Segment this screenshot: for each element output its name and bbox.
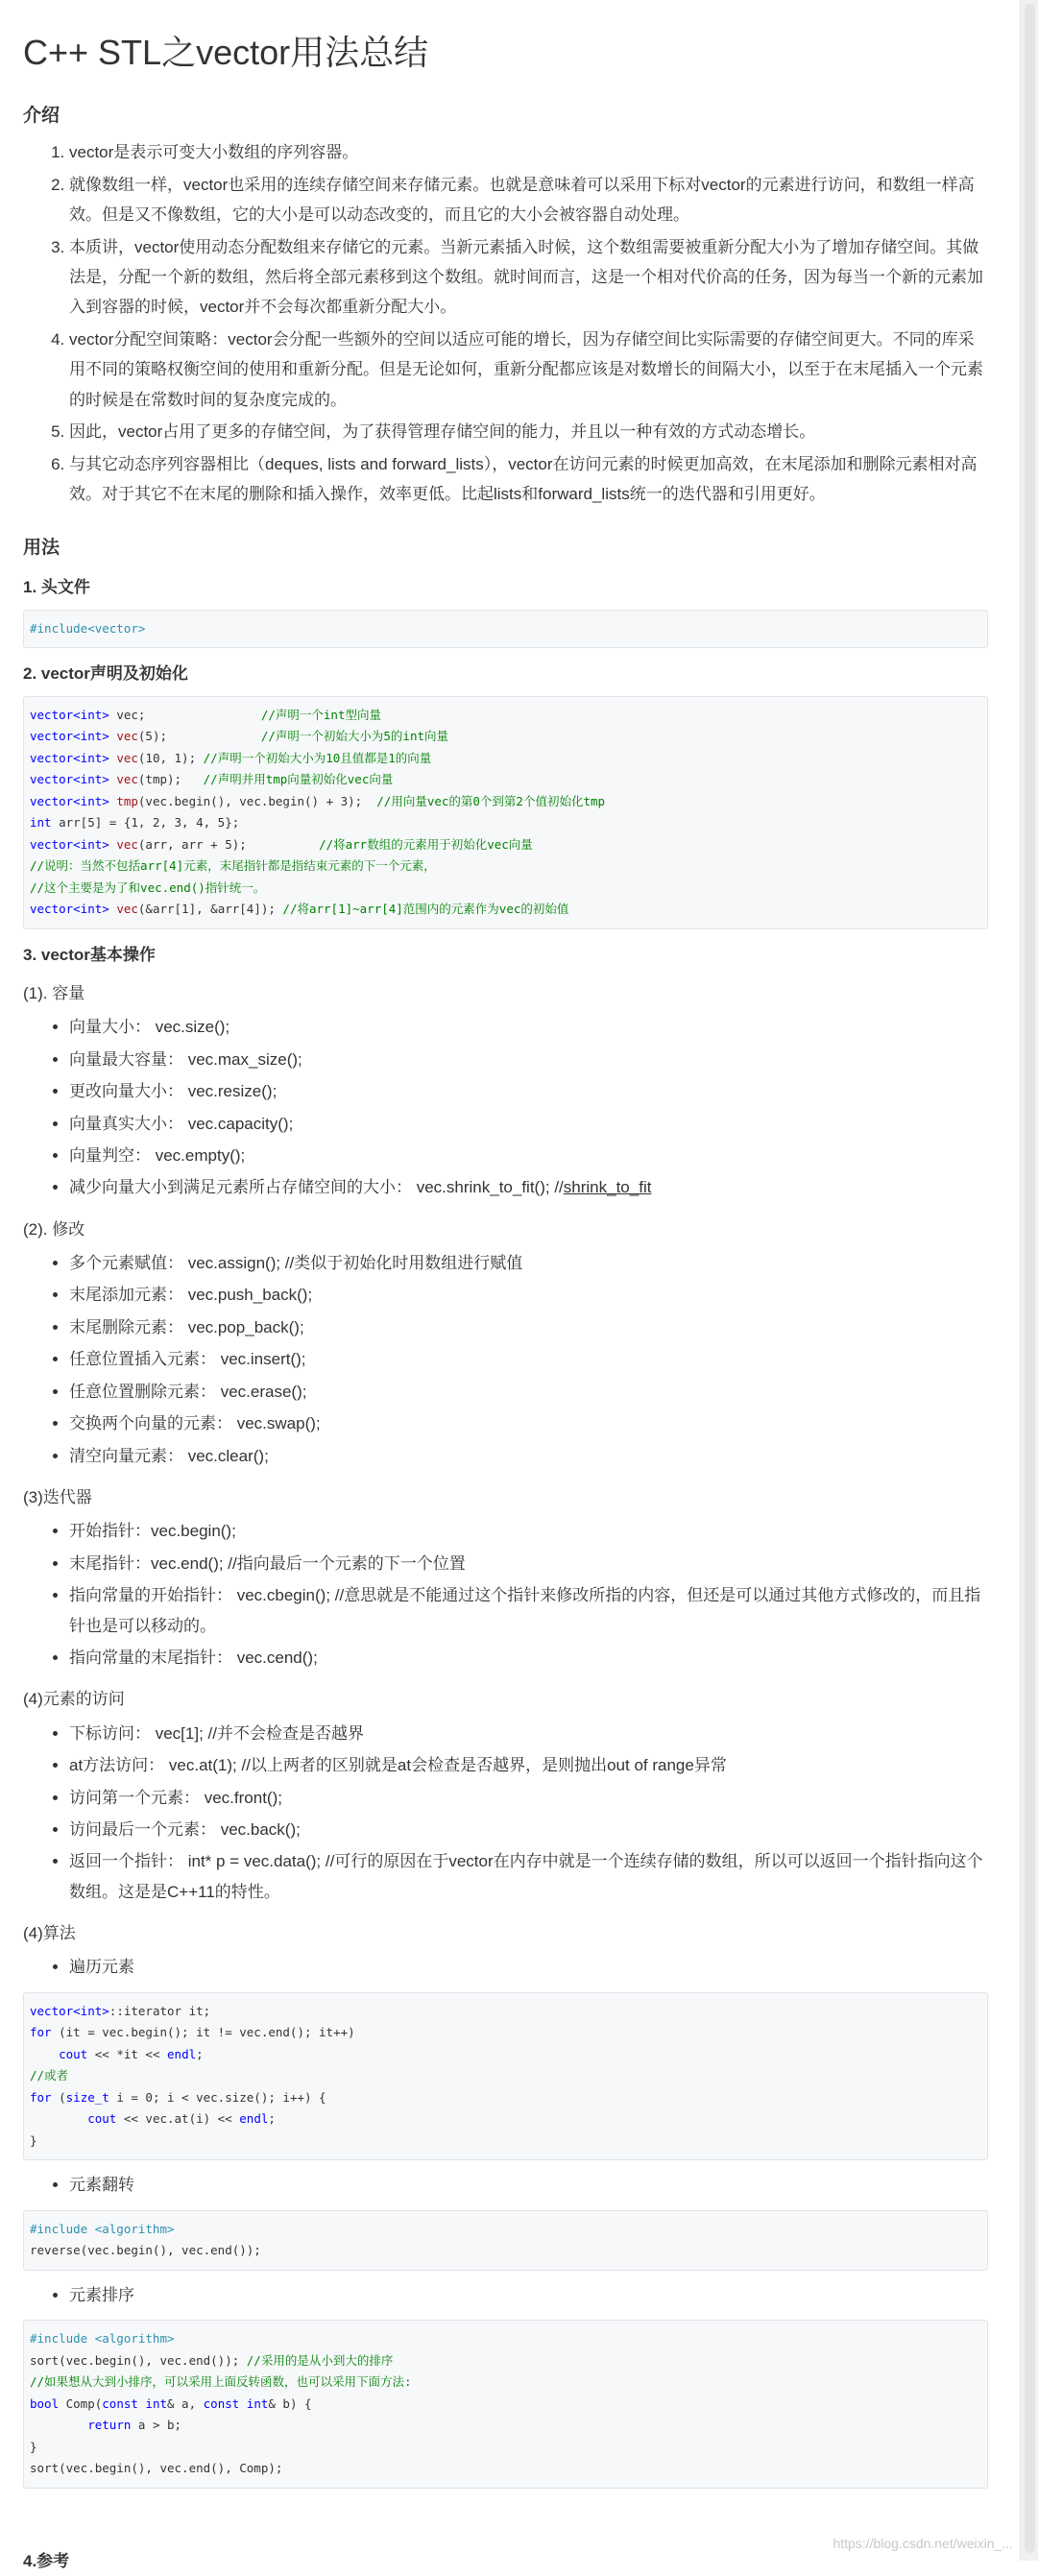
watermark: https://blog.csdn.net/weixin_... (833, 2536, 1013, 2552)
code-block-reverse (23, 2210, 988, 2271)
list-item: • 向量真实大小： vec.capacity(); (69, 1109, 988, 1139)
code-comment: //如果想从大到小排序，可以采用上面反转函数，也可以采用下面方法: (30, 2374, 412, 2390)
code-comment: //用向量vec的第0个到第2个值初始化tmp (376, 793, 606, 808)
code-segment: vector<int> (30, 729, 109, 744)
code-segment: tmp (116, 793, 138, 808)
capacity-list (23, 1012, 988, 1203)
code-line: vector<int> vec(5); (30, 729, 261, 744)
list-item: • 指向常量的末尾指针： vec.cend(); (69, 1643, 988, 1673)
code-segment: const int (203, 2395, 269, 2411)
list-item: • 访问最后一个元素： vec.back(); (69, 1815, 988, 1844)
code-line: sort(vec.begin(), vec.end()); //采用的是从小到大的排序 (30, 2352, 394, 2368)
intro-list (23, 137, 988, 509)
list-item: • 遍历元素 (69, 1952, 988, 1982)
list-item: • 开始指针：vec.begin(); (69, 1516, 988, 1546)
code-line: } (30, 2439, 37, 2454)
intro-heading: 介绍 (23, 105, 60, 126)
code-segment: for (30, 2025, 52, 2040)
code-line: } (30, 2132, 37, 2148)
code-comment: //将arr数组的元素用于初始化vec向量 (319, 836, 533, 852)
code-line: cout << vec.at(i) << endl; (87, 2111, 276, 2127)
code-line: vector<int> vec(10, 1); (30, 750, 204, 765)
code-segment: vec (116, 750, 138, 765)
code-segment: endl (167, 2046, 197, 2061)
code-comment: //将arr[1]~arr[4]范围内的元素作为vec的初始值 (282, 902, 569, 917)
code-segment: vec (116, 772, 138, 787)
list-item: 4. vector分配空间策略：vector会分配一些额外的空间以适应可能的增长，因为存储空间比实际需要的存储空间更大。不同的库采用不同的策略权衡空间的使用和重新分配。但是无论如何，重新分配都应该是对数增长的间隔大小，以至于在末尾插入一个元素的时候是在常数时间的复杂度完成的。 (69, 325, 988, 415)
list-item: • 元素翻转 (69, 2170, 988, 2200)
list-item: • 清空向量元素： vec.clear(); (69, 1441, 988, 1471)
code-segment: vector<int> (30, 750, 109, 765)
list-item: • 指向常量的开始指针： vec.cbegin(); //意思就是不能通过这个指针来修改所指的内容，但还是可以通过其他方式修改的，而且指针也是可以移动的。 (69, 1580, 988, 1641)
list-item: 3. 本质讲，vector使用动态分配数组来存储它的元素。当新元素插入时候，这个数组需要被重新分配大小为了增加存储空间。其做法是，分配一个新的数组，然后将全部元素移到这个数组。就时间而言，这是一个相对代价高的任务，因为每当一个新的元素加入到容器的时候，vector并不会每次都重新分配大小。 (69, 232, 988, 323)
code-segment: vector<int> (30, 836, 109, 852)
code-comment: //说明：当然不包括arr[4]元素，末尾指针都是指结束元素的下一个元素， (30, 858, 436, 874)
list-item: • 向量大小： vec.size(); (69, 1012, 988, 1042)
list-item: • 向量判空： vec.empty(); (69, 1141, 988, 1170)
code-segment: cout (87, 2111, 117, 2127)
scrollbar[interactable] (1020, 0, 1038, 2561)
code-comment: //声明一个int型向量 (260, 707, 381, 722)
code-line: sort(vec.begin(), vec.end(), Comp); (30, 2461, 283, 2476)
code-line: vector<int> vec(arr, arr + 5); (30, 836, 320, 852)
code-line: return a > b; (87, 2418, 182, 2433)
list-item: • 末尾指针：vec.end(); //指向最后一个元素的下一个位置 (69, 1549, 988, 1578)
page-title: C++ STL之vector用法总结 (23, 33, 429, 72)
code-segment: vec (116, 836, 138, 852)
subsection-algorithm: (4)算法 (23, 1924, 76, 1943)
code-segment: vector<int> (30, 902, 109, 917)
code-segment: vector<int> (30, 2003, 109, 2018)
algo-sort-list (23, 2280, 988, 2310)
code-line: vector<int> vec(tmp); (30, 772, 204, 787)
code-comment: //声明一个初始大小为10且值都是1的向量 (203, 750, 432, 765)
code-segment: vec (116, 902, 138, 917)
access-list (23, 1719, 988, 1908)
code-line: bool Comp(const int& a, const int& b) { (30, 2395, 312, 2411)
list-item: • 元素排序 (69, 2280, 988, 2310)
code-segment: vec (116, 729, 138, 744)
scrollbar-thumb[interactable] (1025, 4, 1035, 2553)
list-item: • 末尾添加元素： vec.push_back(); (69, 1280, 988, 1310)
subsection-access: (4)元素的访问 (23, 1690, 125, 1709)
code-line: int arr[5] = {1, 2, 3, 4, 5}; (30, 815, 240, 831)
list-item: • 任意位置删除元素： vec.erase(); (69, 1377, 988, 1407)
list-item (69, 1172, 988, 1202)
code-line: vector<int> tmp(vec.begin(), vec.begin() + 3); (30, 793, 377, 808)
code-comment: //采用的是从小到大的排序 (246, 2352, 394, 2368)
code-line: #include <algorithm> (30, 2221, 175, 2236)
list-item: • 返回一个指针： int* p = vec.data(); //可行的原因在于vector在内存中就是一个连续存储的数组，所以可以返回一个指针指向这个数组。这是是C++11的特性。 (69, 1846, 988, 1907)
code-comment: //这个主要是为了和vec.end()指针统一。 (30, 879, 266, 895)
code-segment: vector<int> (30, 707, 109, 722)
list-item: 6. 与其它动态序列容器相比（deques, lists and forward_lists），vector在访问元素的时候更加高效，在末尾添加和删除元素相对高效。对于其它不在末尾的删除和插入操作，效率更低。比起lists和forward_lists统一的迭代器和引用更好。 (69, 449, 988, 510)
code-line: #include <algorithm> (30, 2331, 175, 2347)
code-line: #include<vector> (30, 620, 146, 636)
modify-list (23, 1248, 988, 1471)
code-block-traverse (23, 1992, 988, 2161)
code-segment: endl (239, 2111, 269, 2127)
list-item: 5. 因此，vector占用了更多的存储空间，为了获得管理存储空间的能力，并且以一种有效的方式动态增长。 (69, 417, 988, 446)
code-block-include (23, 610, 988, 649)
code-segment: vector<int> (30, 772, 109, 787)
code-segment: cout (59, 2046, 88, 2061)
subsection-modify: (2). 修改 (23, 1219, 85, 1239)
code-line: vector<int> vec(&arr[1], &arr[4]); (30, 902, 283, 917)
code-segment: int (30, 815, 52, 831)
code-line: cout << *it << endl; (59, 2046, 204, 2061)
list-item: • 多个元素赋值： vec.assign(); //类似于初始化时用数组进行赋值 (69, 1248, 988, 1278)
section-basic-ops: 3. vector基本操作 (23, 945, 156, 964)
list-item: 2. 就像数组一样，vector也采用的连续存储空间来存储元素。也就是意味着可以采用下标对vector的元素进行访问，和数组一样高效。但是又不像数组，它的大小是可以动态改变的，而且它的大小会被容器自动处理。 (69, 170, 988, 230)
list-item: • 交换两个向量的元素： vec.swap(); (69, 1408, 988, 1438)
code-segment: bool (30, 2395, 60, 2411)
list-item: • 更改向量大小： vec.resize(); (69, 1076, 988, 1106)
subsection-capacity: (1). 容量 (23, 984, 85, 1003)
algo-reverse-list (23, 2170, 988, 2200)
code-segment: const int (102, 2395, 167, 2411)
reference-heading-partial: 4.参考 (23, 2552, 70, 2570)
code-line: vector<int> vec; (30, 707, 261, 722)
section-declaration: 2. vector声明及初始化 (23, 664, 188, 684)
list-item: • 访问第一个元素： vec.front(); (69, 1783, 988, 1813)
algo-traverse-list (23, 1952, 988, 1982)
section-header-file: 1. 头文件 (23, 578, 90, 597)
shrink-to-fit-link[interactable]: shrink_to_fit (563, 1178, 652, 1197)
list-item: • 下标访问： vec[1]; //并不会检查是否越界 (69, 1719, 988, 1748)
code-line: reverse(vec.begin(), vec.end()); (30, 2243, 261, 2258)
subsection-iterator: (3)迭代器 (23, 1488, 92, 1507)
usage-heading: 用法 (23, 537, 60, 558)
code-segment: return (87, 2418, 132, 2433)
list-item: 1. vector是表示可变大小数组的序列容器。 (69, 137, 988, 167)
code-comment: //或者 (30, 2068, 69, 2083)
code-block-sort (23, 2320, 988, 2489)
code-segment: for (30, 2089, 52, 2105)
code-comment: //声明并用tmp向量初始化vec向量 (203, 772, 394, 787)
list-item-text: 减少向量大小到满足元素所占存储空间的大小： vec.shrink_to_fit(); // (69, 1178, 564, 1197)
code-block-declaration (23, 696, 988, 929)
list-item: • 向量最大容量： vec.max_size(); (69, 1045, 988, 1074)
list-item: • 末尾删除元素： vec.pop_back(); (69, 1312, 988, 1342)
code-line: for (it = vec.begin(); it != vec.end(); it++) (30, 2025, 355, 2040)
iterator-list (23, 1516, 988, 1673)
code-segment: vector<int> (30, 793, 109, 808)
code-line: vector<int>::iterator it; (30, 2003, 211, 2018)
list-item: • 任意位置插入元素： vec.insert(); (69, 1344, 988, 1374)
code-line: for (size_t i = 0; i < vec.size(); i++) { (30, 2089, 326, 2105)
list-item: • at方法访问： vec.at(1); //以上两者的区别就是at会检查是否越界，是则抛出out of range异常 (69, 1750, 988, 1780)
code-comment: //声明一个初始大小为5的int向量 (260, 729, 448, 744)
code-segment: size_t (65, 2089, 109, 2105)
